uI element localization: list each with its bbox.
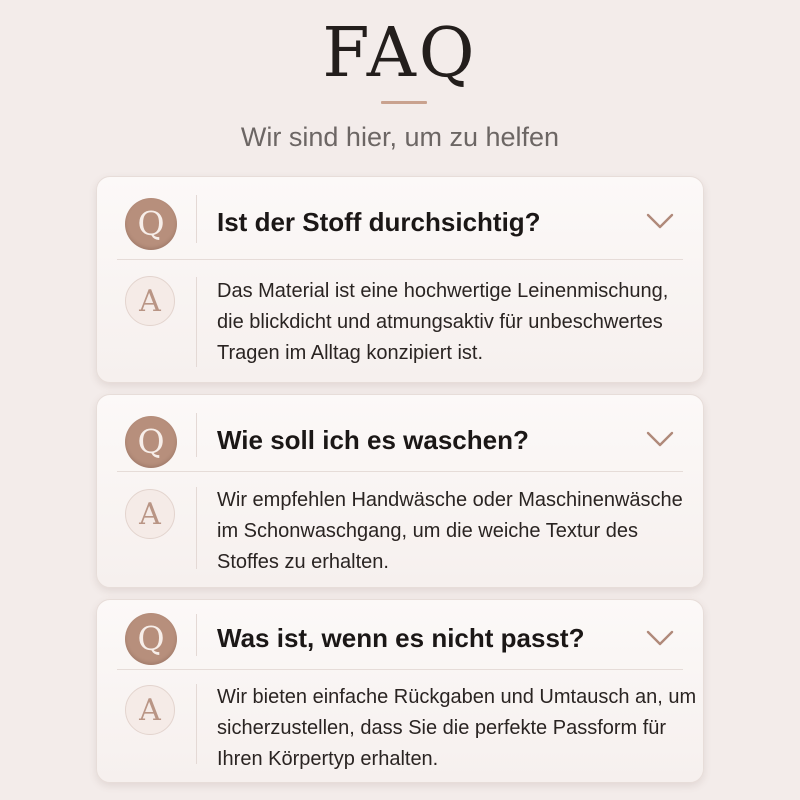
faq-question[interactable]: Ist der Stoff durchsichtig? — [217, 207, 541, 237]
faq-item-washing[interactable] — [96, 394, 704, 588]
answer-separator — [196, 277, 197, 367]
answer-separator — [196, 487, 197, 569]
faq-item-fabric[interactable] — [96, 176, 704, 383]
chevron-down-icon[interactable] — [645, 211, 675, 231]
answer-badge-icon: A — [125, 489, 175, 539]
faq-divider — [117, 259, 683, 260]
faq-divider — [117, 669, 683, 670]
faq-answer: Wir bieten einfache Rückgaben und Umtausch an, um sicherzustellen, dass Sie die perfekte Passform für Ihren Körpertyp erhalten. — [217, 686, 697, 770]
page-subtitle: Wir sind hier, um zu helfen — [240, 122, 560, 152]
question-badge-icon: Q — [125, 416, 177, 468]
answer-badge-icon: A — [125, 276, 175, 326]
title-divider — [381, 101, 427, 104]
question-separator — [196, 614, 197, 656]
faq-question[interactable]: Wie soll ich es waschen? — [217, 425, 529, 455]
faq-divider — [117, 471, 683, 472]
faq-answer: Wir empfehlen Handwäsche oder Maschinenwäsche im Schonwaschgang, um die weiche Textur des Stoffes zu erhalten. — [217, 489, 683, 573]
chevron-down-icon[interactable] — [645, 429, 675, 449]
question-badge-icon: Q — [125, 198, 177, 250]
faq-answer: Das Material ist eine hochwertige Leinenmischung, die blickdicht und atmungsaktiv für unbeschwertes Tragen im Alltag konzipiert ist. — [217, 280, 669, 364]
page-title: FAQ — [322, 14, 478, 93]
question-badge-icon: Q — [125, 613, 177, 665]
question-separator — [196, 195, 197, 243]
faq-item-fit[interactable] — [96, 599, 704, 783]
answer-badge-icon: A — [125, 685, 175, 735]
question-separator — [196, 413, 197, 457]
chevron-down-icon[interactable] — [645, 628, 675, 648]
answer-separator — [196, 684, 197, 764]
faq-question[interactable]: Was ist, wenn es nicht passt? — [217, 623, 585, 653]
faq-header — [0, 0, 800, 175]
